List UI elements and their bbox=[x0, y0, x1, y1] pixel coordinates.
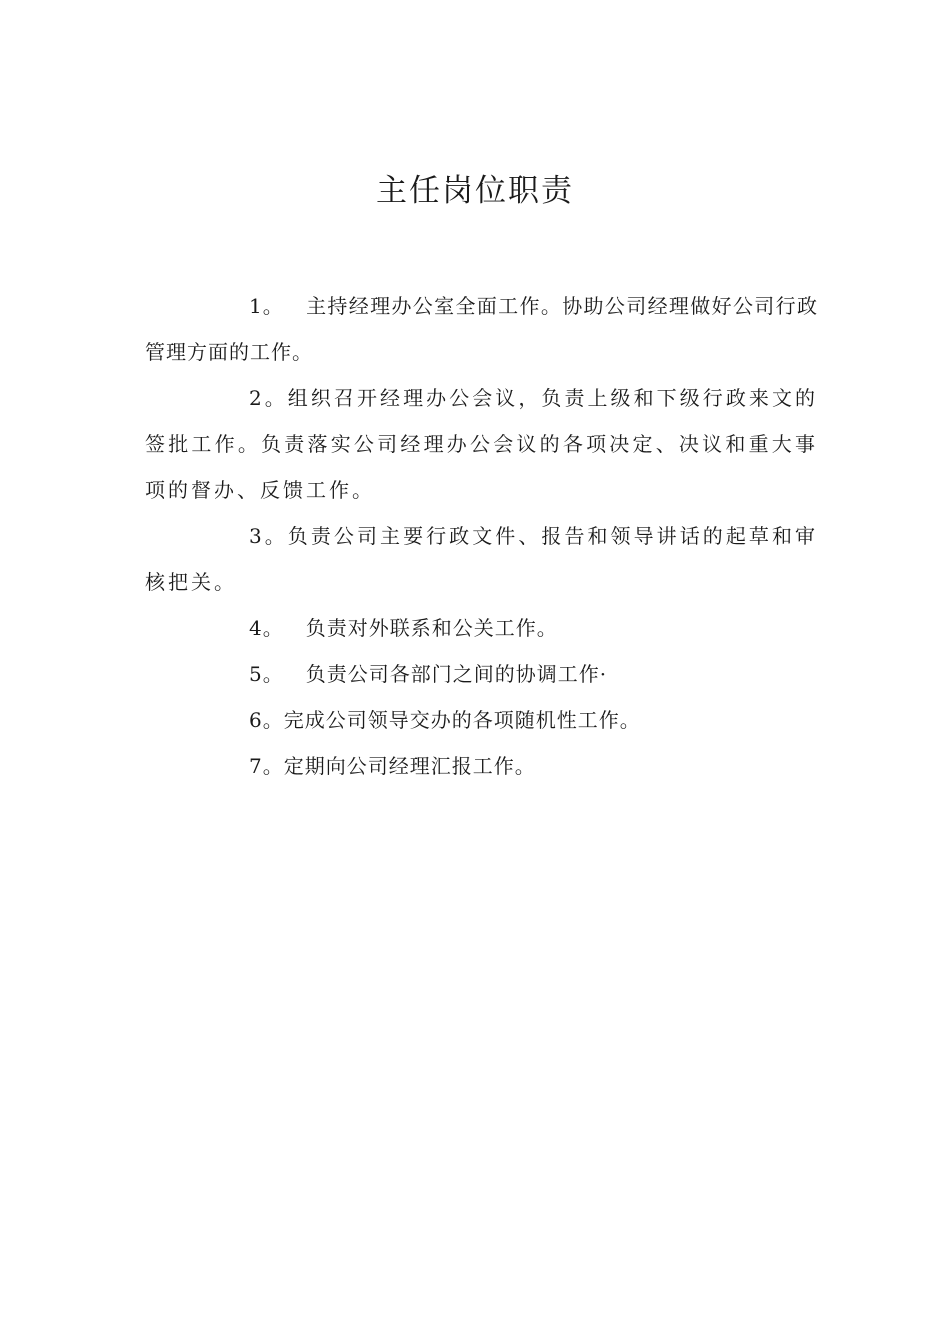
list-item bbox=[145, 743, 818, 789]
item-number: 2。 bbox=[249, 386, 288, 410]
item-number: 5。 bbox=[249, 662, 284, 686]
list-item bbox=[145, 513, 818, 605]
item-number: 4。 bbox=[249, 616, 284, 640]
item-text: 完成公司领导交办的各项随机性工作。 bbox=[283, 708, 641, 732]
item-number: 6。 bbox=[249, 708, 284, 732]
item-text: 负责公司各部门之间的协调工作· bbox=[305, 662, 608, 686]
page-title: 主任岗位职责 bbox=[376, 173, 574, 209]
item-text: 负责对外联系和公关工作。 bbox=[305, 616, 558, 640]
item-number: 1。 bbox=[249, 294, 284, 318]
list-item bbox=[145, 375, 818, 513]
list-item bbox=[145, 605, 818, 651]
list-item bbox=[145, 283, 818, 375]
item-text: 定期向公司经理汇报工作。 bbox=[283, 754, 536, 778]
item-text: 负责公司主要行政文件、报告和领导讲话的起草和审核把关。 bbox=[145, 524, 818, 594]
item-text: 组织召开经理办公会议，负责上级和下级行政来文的签批工作。负责落实公司经理办公会议的各项决定、决议和重大事项的督办、反馈工作。 bbox=[145, 386, 818, 502]
item-number: 3。 bbox=[249, 524, 288, 548]
list-item bbox=[145, 651, 818, 697]
item-text: 主持经理办公室全面工作。协助公司经理做好公司行政管理方面的工作。 bbox=[145, 294, 818, 364]
item-number: 7。 bbox=[249, 754, 284, 778]
list-item bbox=[145, 697, 818, 743]
duty-list bbox=[145, 283, 818, 789]
